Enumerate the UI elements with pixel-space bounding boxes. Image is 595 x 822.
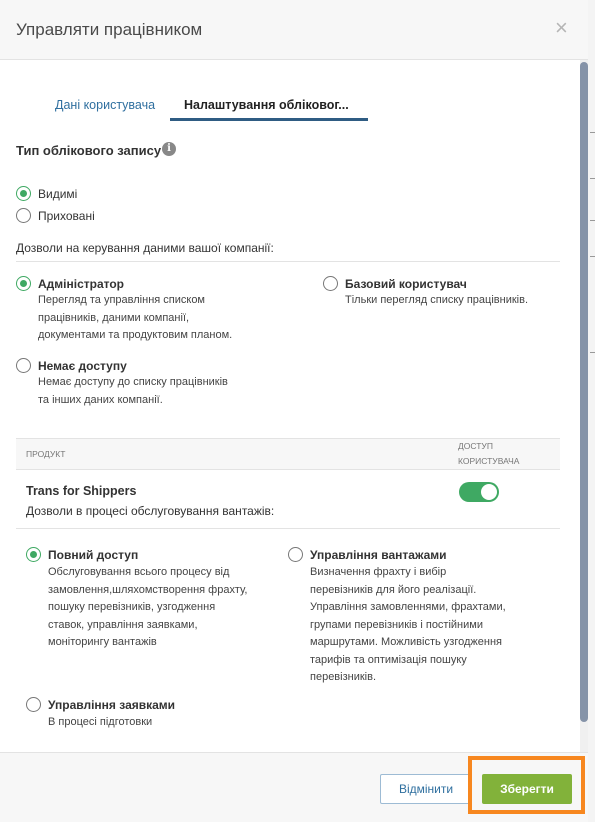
- background-mark: [590, 178, 595, 179]
- no-access-description: Немає доступу до списку працівників та інших даних компанії.: [38, 376, 228, 406]
- product-permissions-title: Дозволи в процесі обслуговування вантажів:: [26, 504, 275, 518]
- radio-hidden[interactable]: [16, 208, 31, 223]
- background-page: [588, 0, 595, 822]
- radio-admin[interactable]: [16, 276, 31, 291]
- full-access-title: Повний доступ: [48, 548, 139, 562]
- basic-user-title: Базовий користувач: [345, 277, 467, 291]
- radio-no-access[interactable]: [16, 358, 31, 373]
- info-icon[interactable]: i: [162, 142, 176, 156]
- active-tab-indicator: [170, 118, 368, 121]
- column-user-access: ДОСТУП КОРИСТУВАЧА: [458, 441, 520, 466]
- radio-cargo-management[interactable]: [288, 547, 303, 562]
- order-management-description: В процесі підготовки: [48, 716, 153, 728]
- background-mark: [590, 256, 595, 257]
- background-mark: [590, 220, 595, 221]
- tab-user-data[interactable]: Дані користувача: [55, 98, 156, 112]
- full-access-description: Обслуговування всього процесу від замовлення,шляхомстворення фрахту, пошуку перевізників, узгодження ставок, управління заявками, моніторингу вантажів: [48, 566, 248, 648]
- close-icon[interactable]: ×: [555, 15, 568, 40]
- account-type-title: Тип облікового запису: [16, 143, 162, 158]
- radio-visible-label: Видимі: [38, 187, 78, 201]
- radio-hidden-label: Приховані: [38, 209, 95, 223]
- save-button[interactable]: Зберегти: [482, 774, 572, 804]
- admin-description: Перегляд та управління списком працівників, даними компанії, документами та продуктовим планом.: [38, 294, 233, 341]
- column-product: ПРОДУКТ: [26, 449, 66, 459]
- cargo-management-title: Управління вантажами: [310, 548, 447, 562]
- radio-basic-user[interactable]: [323, 276, 338, 291]
- background-mark: [590, 352, 595, 353]
- cargo-management-description: Визначення фрахту і вибір перевізників для його реалізації. Управління замовленнями, фрахтами, групами перевізників і постійними маршрутами. Можливість узгодження тарифів та оптимізація пошуку перевізників.: [310, 566, 506, 683]
- no-access-title: Немає доступу: [38, 359, 127, 373]
- radio-visible[interactable]: [16, 186, 31, 201]
- radio-full-access[interactable]: [26, 547, 41, 562]
- product-table-header: [16, 438, 560, 470]
- radio-order-management[interactable]: [26, 697, 41, 712]
- scrollbar-thumb[interactable]: [580, 62, 588, 722]
- basic-user-description: Тільки перегляд списку працівників.: [345, 294, 529, 306]
- cancel-button[interactable]: Відмінити: [380, 774, 472, 804]
- divider: [16, 261, 560, 262]
- background-mark: [590, 132, 595, 133]
- divider: [16, 528, 560, 529]
- product-access-toggle[interactable]: [459, 482, 499, 502]
- order-management-title: Управління заявками: [48, 698, 176, 712]
- product-name: Trans for Shippers: [26, 484, 137, 498]
- modal-header: [0, 0, 588, 60]
- save-button-highlight: [468, 756, 585, 814]
- modal-title: Управляти працівником: [16, 20, 203, 39]
- company-permissions-title: Дозволи на керування даними вашої компанії:: [16, 241, 274, 255]
- tab-account-settings[interactable]: Налаштування обліковог...: [184, 98, 349, 112]
- admin-title: Адміністратор: [38, 277, 125, 291]
